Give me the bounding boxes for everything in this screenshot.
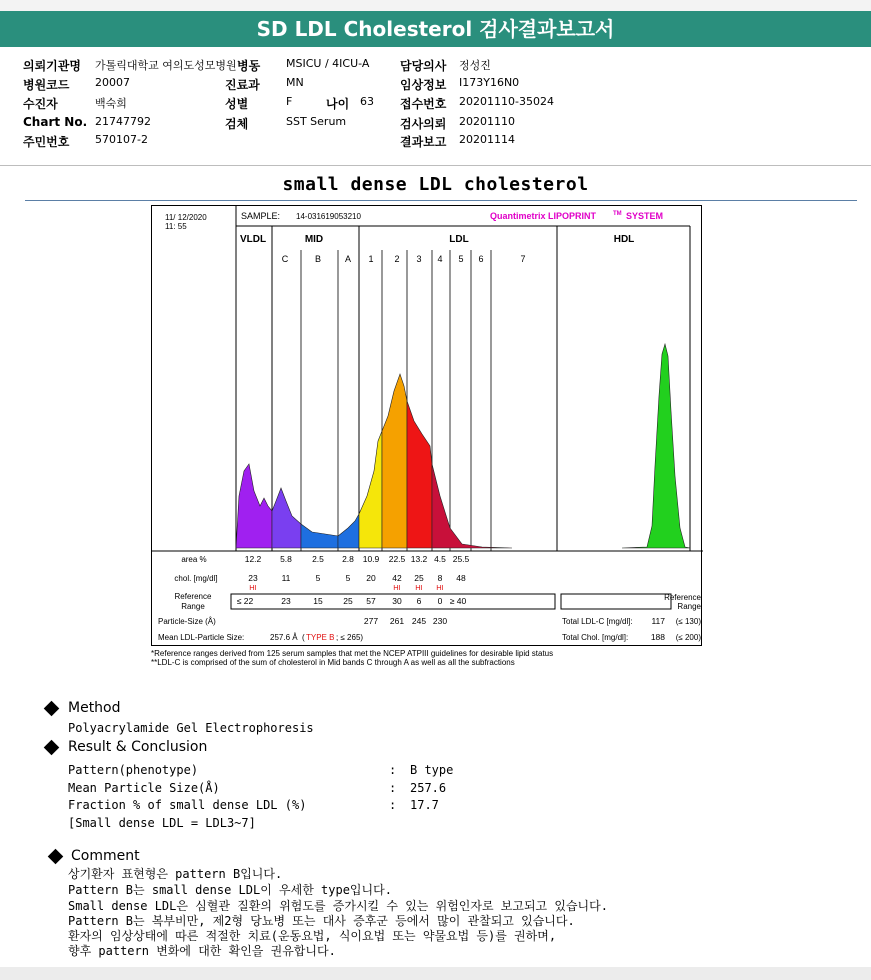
hi-flag: HI — [415, 583, 423, 592]
row-label-ref: Reference — [174, 592, 212, 601]
hi-flag: HI — [249, 583, 257, 592]
chol-value: 42 — [392, 573, 402, 583]
system-suffix: SYSTEM — [626, 211, 664, 221]
comment-line: Pattern B는 복부비만, 제2형 당뇨병 또는 대사 증후군 등에서 많이 관찰되고 있습니다. — [68, 914, 575, 928]
info-label: 검체 — [225, 117, 249, 131]
total-chol-value: 188 — [650, 632, 665, 642]
total-ldl-value: 117 — [651, 616, 665, 626]
section-title: small dense LDL cholesterol — [282, 174, 589, 195]
info-value: 570107-2 — [95, 133, 148, 146]
area-value: 25.5 — [452, 554, 470, 564]
row-label-chol: chol. [mg/dl] — [174, 574, 218, 583]
mean-type-close: ; ≤ 265) — [336, 633, 364, 642]
system-name: Quantimetrix LIPOPRINT — [490, 211, 597, 221]
info-value: MSICU / 4ICU-A — [286, 57, 370, 70]
method-text: Polyacrylamide Gel Electrophoresis — [68, 721, 314, 735]
bullet-icon — [44, 701, 60, 717]
ref-value: ≤ 22 — [236, 596, 254, 606]
band-label: 6 — [478, 254, 484, 264]
info-label: 병원코드 — [23, 78, 70, 92]
band-label: 7 — [520, 254, 526, 264]
info-label: 의뢰기관명 — [23, 59, 81, 73]
info-label: 주민번호 — [23, 135, 70, 149]
hi-flag: HI — [436, 583, 444, 592]
band-label: 2 — [394, 254, 400, 264]
lipoprint-chart — [151, 205, 702, 646]
info-value: I173Y16N0 — [459, 76, 520, 89]
info-value: 20201114 — [459, 133, 515, 146]
ref-right-label: Range — [677, 602, 701, 611]
comment-line: 향후 pattern 변화에 대한 확인을 권유합니다. — [68, 944, 336, 958]
band-label: 3 — [416, 254, 422, 264]
chart-date: 11/ 12/2020 — [165, 213, 207, 222]
result-value: 257.6 — [410, 781, 447, 795]
chol-value: 5 — [315, 573, 321, 583]
band-label: A — [344, 254, 352, 264]
peak-ldl3 — [407, 401, 432, 548]
top-strip — [0, 0, 871, 11]
peak-ldl4 — [432, 464, 512, 548]
row-label-ref: Range — [181, 602, 205, 611]
row-label-area: area % — [181, 555, 207, 564]
info-label: 성별 — [225, 97, 249, 111]
hi-flag: HI — [393, 583, 401, 592]
chol-value: 8 — [437, 573, 443, 583]
info-label: 진료과 — [225, 78, 260, 92]
chart-time: 11: 55 — [165, 222, 187, 231]
info-value: 백숙희 — [95, 97, 127, 110]
size-value: 277 — [363, 616, 379, 626]
chol-value: 25 — [414, 573, 424, 583]
row-label-size: Particle-Size (Å) — [158, 617, 216, 626]
ref-value: 57 — [366, 596, 376, 606]
patient-info — [0, 48, 871, 166]
info-value: MN — [286, 76, 304, 89]
band-label: B — [314, 254, 322, 264]
result-label: Pattern(phenotype) — [68, 763, 199, 777]
size-value: 261 — [389, 616, 405, 626]
info-value: 정성진 — [459, 59, 491, 72]
chart-note: **LDL-C is comprised of the sum of cholesterol in Mid bands C through A as well as all the subfractions — [151, 658, 515, 667]
chart-note: *Reference ranges derived from 125 serum samples that met the NCEP ATPIII guidelines for desirable lipid status — [151, 649, 554, 658]
info-value: F — [286, 95, 293, 108]
size-value: 245 — [411, 616, 427, 626]
chol-value: 23 — [248, 573, 258, 583]
chol-value: 11 — [281, 573, 291, 583]
info-value: 21747792 — [95, 115, 151, 128]
group-label: MID — [304, 234, 324, 245]
info-label: 결과보고 — [400, 135, 447, 149]
comment-line: 상기환자 표현형은 pattern B입니다. — [68, 867, 283, 881]
ref-value: 15 — [313, 596, 323, 606]
area-value: 5.8 — [280, 554, 292, 564]
info-label: 검사의뢰 — [400, 117, 447, 131]
total-ldl-label: Total LDL-C [mg/dl]: — [562, 617, 633, 626]
peak-mid-b — [301, 524, 338, 548]
mean-type-open: ( — [302, 633, 305, 642]
age-label: 나이 — [326, 97, 350, 111]
sample-label: SAMPLE: — [241, 211, 281, 221]
comment-line: Pattern B는 small dense LDL이 우세한 type입니다. — [68, 883, 392, 897]
age-value: 63 — [360, 95, 374, 108]
peak-mid-a — [338, 514, 359, 548]
chol-value: 5 — [345, 573, 351, 583]
system-tm: TM — [613, 211, 622, 217]
mean-size-value: 257.6 Å — [270, 633, 298, 642]
ref-value: 30 — [392, 596, 402, 606]
ref-value: 25 — [343, 596, 353, 606]
total-ldl-ref: (≤ 130) — [675, 617, 701, 626]
ref-right-label: Reference — [664, 593, 701, 602]
area-value: 13.2 — [410, 554, 428, 564]
ref-value: ≥ 40 — [449, 596, 467, 606]
area-value: 12.2 — [244, 554, 262, 564]
comment-line: Small dense LDL은 심혈관 질환의 위험도를 증가시킬 수 있는 위험인자로 보고되고 있습니다. — [68, 899, 608, 913]
peak-mid-c — [272, 488, 301, 548]
peak-hdl — [622, 344, 690, 548]
lipoprint-chart-svg — [152, 206, 703, 647]
ref-value: 23 — [281, 596, 291, 606]
mean-type: TYPE B — [306, 633, 335, 642]
report-title: SD LDL Cholesterol 검사결과보고서 — [0, 11, 871, 47]
info-label: 병동 — [237, 59, 261, 73]
info-value: 가톨릭대학교 여의도성모병원 — [95, 59, 237, 72]
method-heading: Method — [68, 700, 121, 716]
size-value: 230 — [432, 616, 448, 626]
area-value: 22.5 — [388, 554, 406, 564]
area-value: 2.8 — [342, 554, 354, 564]
row-label-mean: Mean LDL-Particle Size: — [158, 633, 245, 642]
group-label: VLDL — [239, 234, 267, 245]
bullet-icon — [44, 740, 60, 756]
section-divider — [25, 200, 857, 201]
chol-value: 20 — [366, 573, 376, 583]
ref-value: 0 — [437, 596, 443, 606]
result-note: [Small dense LDL = LDL3~7] — [68, 816, 256, 830]
info-value: 20201110-35024 — [459, 95, 554, 108]
result-sep: : — [389, 763, 397, 777]
peak-ldl2 — [382, 374, 407, 548]
result-heading: Result & Conclusion — [68, 739, 208, 755]
group-label: HDL — [613, 234, 635, 245]
bottom-strip — [0, 967, 871, 980]
area-value: 4.5 — [434, 554, 446, 564]
info-value: 20201110 — [459, 115, 515, 128]
chart-notes — [151, 649, 711, 667]
info-label: 수진자 — [23, 97, 58, 111]
total-chol-ref: (≤ 200) — [675, 633, 701, 642]
result-value: B type — [410, 763, 454, 777]
band-label: 5 — [458, 254, 464, 264]
peak-ldl1 — [359, 431, 382, 548]
peak-vldl — [236, 464, 272, 548]
bullet-icon — [48, 849, 64, 865]
band-label: C — [281, 254, 289, 264]
comment-line: 환자의 임상상태에 따른 적절한 치료(운동요법, 식이요법 또는 약물요법 등)를 권하며, — [68, 929, 557, 943]
info-label: 접수번호 — [400, 97, 447, 111]
info-label: Chart No. — [23, 115, 88, 129]
result-label: Fraction % of small dense LDL (%) — [68, 798, 307, 812]
sample-id: 14-031619053210 — [296, 212, 361, 221]
info-label: 임상정보 — [400, 78, 447, 92]
result-value: 17.7 — [410, 798, 439, 812]
result-label: Mean Particle Size(Å) — [68, 781, 220, 795]
info-value: 20007 — [95, 76, 130, 89]
info-label: 담당의사 — [400, 59, 447, 73]
group-label: LDL — [449, 234, 469, 245]
area-value: 10.9 — [362, 554, 380, 564]
chol-value: 48 — [456, 573, 466, 583]
hdl-ref-box — [561, 594, 671, 609]
result-sep: : — [389, 781, 397, 795]
info-value: SST Serum — [286, 115, 347, 128]
ref-value: 6 — [416, 596, 422, 606]
comment-heading: Comment — [71, 848, 140, 864]
band-label: 1 — [368, 254, 374, 264]
band-label: 4 — [437, 254, 443, 264]
area-value: 2.5 — [312, 554, 324, 564]
result-sep: : — [389, 798, 397, 812]
total-chol-label: Total Chol. [mg/dl]: — [562, 633, 629, 642]
